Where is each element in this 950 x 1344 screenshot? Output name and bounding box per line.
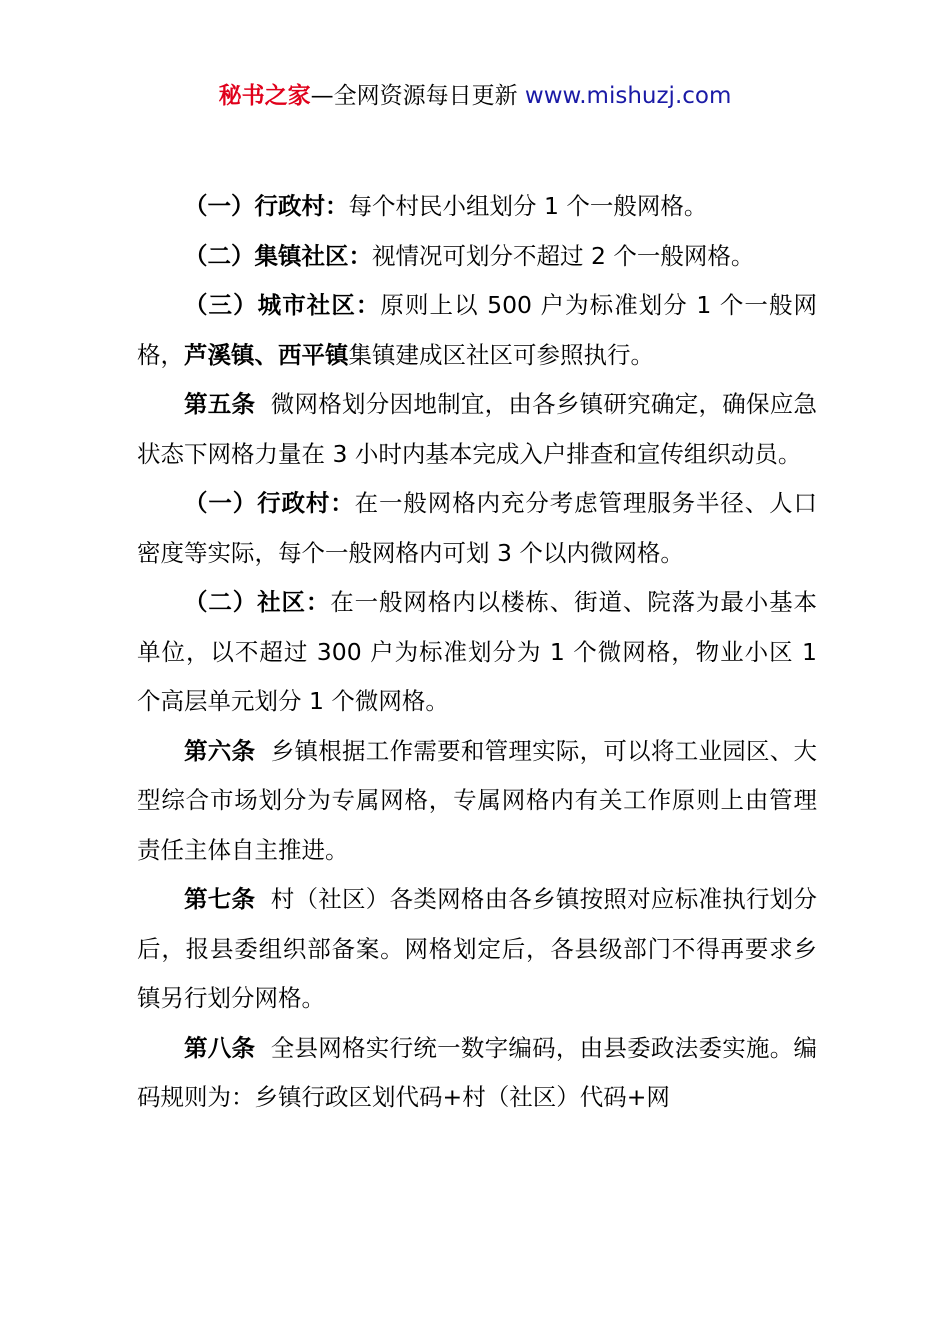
article-8 <box>137 1024 817 1123</box>
article-text: 全县网格实行统一数字编码，由县委政法委实施。编码规则为：乡镇行政区划代码+村（社区）代码+网 <box>137 1033 817 1111</box>
article-6 <box>137 727 817 876</box>
paragraph-village-micro-grid <box>137 479 817 578</box>
article-text: 微网格划分因地制宜，由各乡镇研究确定，确保应急状态下网格力量在 3 小时内基本完成入户排查和宣传组织动员。 <box>137 390 817 468</box>
paragraph-town-community-grid <box>137 232 817 282</box>
site-url-link[interactable]: www.mishuzj.com <box>524 83 732 109</box>
site-header <box>0 80 950 112</box>
paragraph-city-community-grid <box>137 281 817 380</box>
paragraph-text: 视情况可划分不超过 2 个一般网格。 <box>372 241 755 270</box>
paragraph-village-general-grid <box>137 182 817 232</box>
paragraph-label: （一）行政村： <box>184 489 355 517</box>
site-tagline: —全网资源每日更新 <box>310 83 518 109</box>
article-label: 第五条 <box>184 390 256 418</box>
paragraph-label: （二）集镇社区： <box>184 241 372 270</box>
paragraph-text: 在一般网格内充分考虑管理服务半径、人口密度等实际，每个一般网格内可划 3 个以内微网格。 <box>137 489 818 567</box>
paragraph-label: （二）社区： <box>184 588 331 616</box>
paragraph-label: （一）行政村： <box>184 192 349 220</box>
article-7 <box>137 875 817 1024</box>
article-5 <box>137 380 817 479</box>
paragraph-text: 原则上以 500 户为标准划分 1 个一般网格， <box>137 291 817 369</box>
paragraph-bold-towns: 芦溪镇、西平镇 <box>184 340 349 369</box>
article-text: 村（社区）各类网格由各乡镇按照对应标准执行划分后，报县委组织部备案。网格划定后，各县级部门不得再要求乡镇另行划分网格。 <box>137 885 817 1012</box>
paragraph-text: 在一般网格内以楼栋、街道、院落为最小基本单位，以不超过 300 户为标准划分为 1 个微网格，物业小区 1 个高层单元划分 1 个微网格。 <box>137 588 818 715</box>
paragraph-text-tail: 集镇建成区社区可参照执行。 <box>348 340 654 369</box>
article-label: 第八条 <box>184 1033 256 1062</box>
article-label: 第七条 <box>184 885 256 913</box>
paragraph-community-micro-grid <box>137 578 817 727</box>
paragraph-label: （三）城市社区： <box>184 291 381 319</box>
paragraph-text: 每个村民小组划分 1 个一般网格。 <box>348 192 708 220</box>
article-label: 第六条 <box>184 736 256 765</box>
site-brand: 秘书之家 <box>218 83 311 109</box>
document-body <box>137 182 817 1123</box>
article-text: 乡镇根据工作需要和管理实际，可以将工业园区、大型综合市场划分为专属网格，专属网格内有关工作原则上由管理责任主体自主推进。 <box>137 736 817 864</box>
